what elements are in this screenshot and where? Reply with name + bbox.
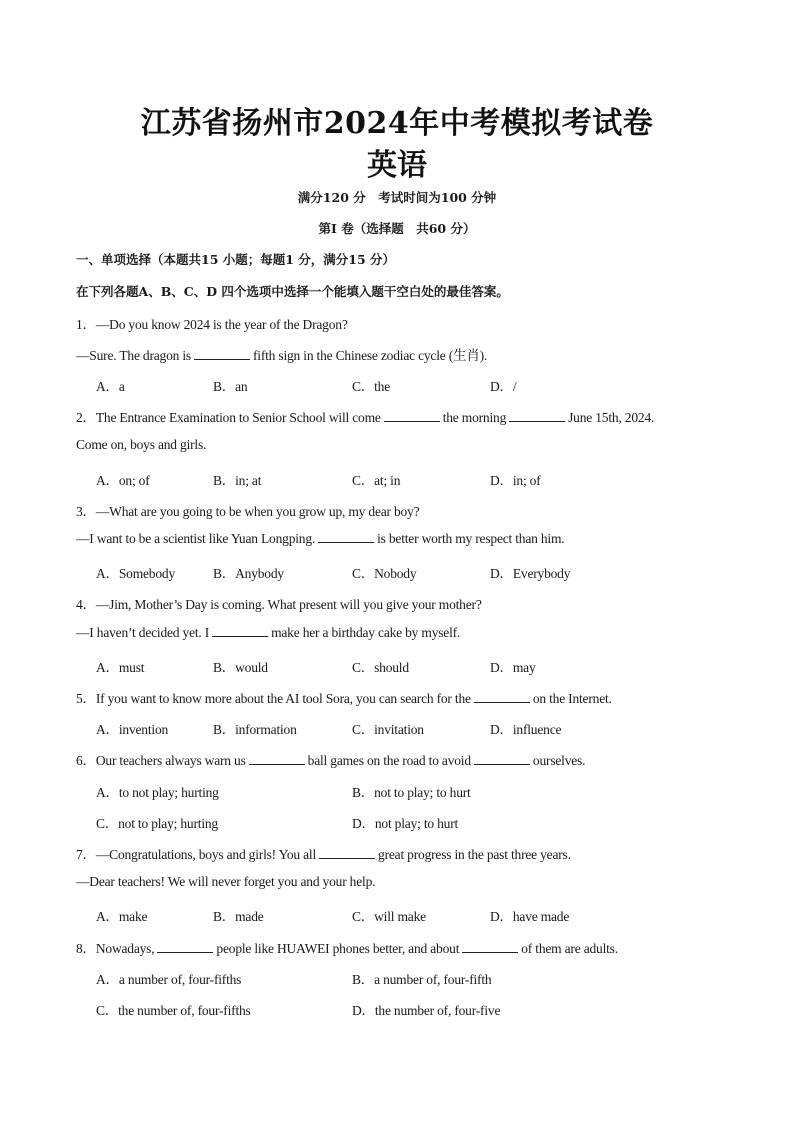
answer-blank <box>462 941 518 953</box>
q8-text-c: of them are adults. <box>521 941 618 956</box>
q8-option-b: B．a number of, four-fifth <box>352 972 492 987</box>
q7-text-a: 7．—Congratulations, boys and girls! You all <box>76 847 317 862</box>
section-heading: 一、单项选择（本题共15 小题；每题1 分，满分15 分） <box>76 252 396 267</box>
q4-option-a: A．must <box>96 660 145 675</box>
q8-text-b: people like HUAWEI phones better, and about <box>216 941 460 956</box>
q3-option-b: B．Anybody <box>213 566 284 581</box>
q6-text-b: ball games on the road to avoid <box>307 753 471 768</box>
subject-title: 英语 <box>367 148 427 183</box>
question-3-line-2 <box>76 531 564 547</box>
q4-option-b: B．would <box>213 660 268 675</box>
q3-text-b: is better worth my respect than him. <box>377 531 565 546</box>
answer-blank <box>474 753 530 765</box>
answer-blank <box>509 410 565 422</box>
q5-text-b: on the Internet. <box>532 691 612 706</box>
q4-option-d: D．may <box>490 660 536 675</box>
question-6-line-1 <box>76 749 585 769</box>
q7-option-d: D．have made <box>490 909 570 924</box>
q7-option-b: B．made <box>213 909 264 924</box>
q7-option-a: A．make <box>96 909 148 924</box>
question-3-line-1: 3．—What are you going to be when you grow up, my dear boy? <box>76 504 420 519</box>
q4-text-b: make her a birthday cake by myself. <box>271 625 461 640</box>
q3-option-d: D．Everybody <box>490 566 571 581</box>
question-2-line-2: Come on, boys and girls. <box>76 437 207 452</box>
q2-option-b: B．in; at <box>213 473 262 488</box>
q6-text-a: 6．Our teachers always warn us <box>76 753 246 768</box>
q8-option-a: A．a number of, four-fifths <box>96 972 242 987</box>
question-1-line-1: 1．—Do you know 2024 is the year of the Dragon? <box>76 317 348 332</box>
question-2-line-1 <box>76 406 654 426</box>
q1-option-d: D．/ <box>490 379 517 394</box>
q4-option-c: C．should <box>352 660 409 675</box>
volume-line: 第I 卷（选择题 共60 分） <box>318 221 476 236</box>
question-1-line-2 <box>76 344 487 364</box>
question-4-line-1: 4．—Jim, Mother’s Day is coming. What present will you give your mother? <box>76 597 482 612</box>
q6-option-b: B．not to play; to hurt <box>352 785 471 800</box>
q5-option-b: B．information <box>213 722 297 737</box>
question-8-line-1 <box>76 937 618 957</box>
q5-option-c: C．invitation <box>352 722 424 737</box>
answer-blank <box>212 625 268 637</box>
q1-option-b: B．an <box>213 379 248 394</box>
q4-text-a: —I haven’t decided yet. I <box>76 625 210 640</box>
question-7-line-1 <box>76 843 571 863</box>
q3-option-a: A．Somebody <box>96 566 175 581</box>
q1-text-b: fifth sign in the Chinese zodiac cycle (生肖). <box>252 348 488 363</box>
q1-text-a: —Sure. The dragon is <box>76 348 191 363</box>
q6-option-c: C．not to play; hurting <box>96 816 218 831</box>
q2-text-b: the morning <box>442 410 507 425</box>
exam-title: 江苏省扬州市2024年中考模拟考试卷 <box>140 106 654 141</box>
q6-option-d: D．not play; to hurt <box>352 816 459 831</box>
answer-blank <box>249 753 305 765</box>
q1-option-a: A．a <box>96 379 125 394</box>
q1-option-c: C．the <box>352 379 390 394</box>
q5-option-d: D．influence <box>490 722 562 737</box>
q2-option-d: D．in; of <box>490 473 541 488</box>
q2-option-a: A．on; of <box>96 473 150 488</box>
q8-text-a: 8．Nowadays, <box>76 941 155 956</box>
q3-text-a: —I want to be a scientist like Yuan Longping. <box>76 531 316 546</box>
q6-text-c: ourselves. <box>532 753 586 768</box>
q2-option-c: C．at; in <box>352 473 401 488</box>
q6-option-a: A．to not play; hurting <box>96 785 219 800</box>
q7-option-c: C．will make <box>352 909 426 924</box>
answer-blank <box>474 691 530 703</box>
q5-text-a: 5．If you want to know more about the AI tool Sora, you can search for the <box>76 691 471 706</box>
q8-option-c: C．the number of, four-fifths <box>96 1003 251 1018</box>
answer-blank <box>318 531 374 543</box>
section-instruction: 在下列各题A、B、C、D 四个选项中选择一个能填入题干空白处的最佳答案。 <box>76 284 509 299</box>
q7-text-b: great progress in the past three years. <box>378 847 571 862</box>
answer-blank <box>194 348 250 360</box>
q8-option-d: D．the number of, four-five <box>352 1003 501 1018</box>
q2-text-a: 2．The Entrance Examination to Senior School will come <box>76 410 381 425</box>
question-4-line-2 <box>76 625 460 641</box>
question-7-line-2: —Dear teachers! We will never forget you and your help. <box>76 874 376 889</box>
answer-blank <box>157 941 213 953</box>
q2-text-c: June 15th, 2024. <box>568 410 655 425</box>
answer-blank <box>384 410 440 422</box>
q5-option-a: A．invention <box>96 722 169 737</box>
score-time-line: 满分120 分 考试时间为100 分钟 <box>297 190 497 205</box>
answer-blank <box>319 847 375 859</box>
question-5-line-1 <box>76 687 612 707</box>
q3-option-c: C．Nobody <box>352 566 417 581</box>
